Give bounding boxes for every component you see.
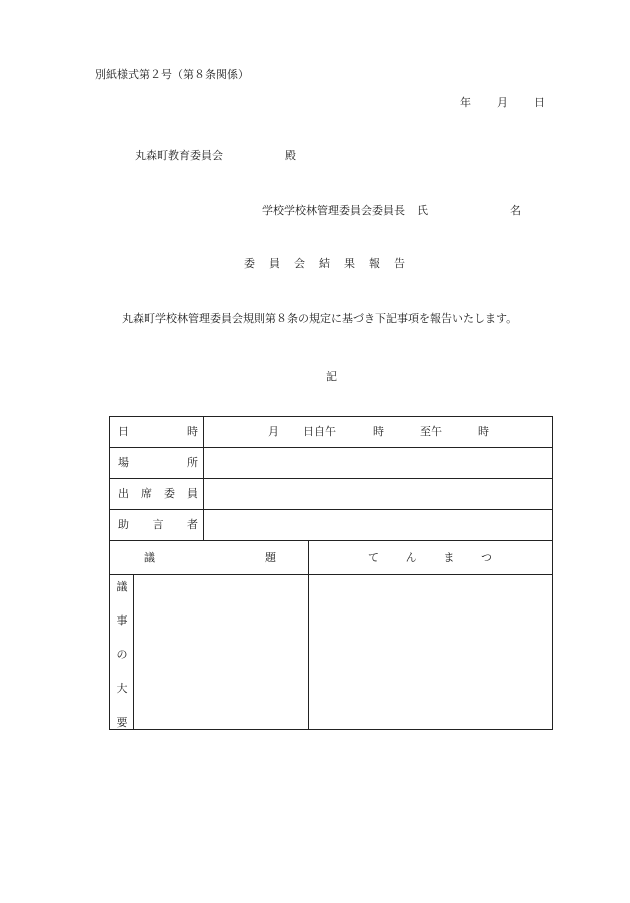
- subject-header-b: 題: [265, 551, 276, 564]
- sender: [262, 204, 521, 218]
- addressee-name: 丸森町教育委員会: [135, 149, 223, 162]
- result-header-char: つ: [480, 551, 492, 564]
- summary-char: 議: [116, 580, 128, 593]
- subject-header: [144, 551, 276, 565]
- summary-label: [112, 580, 132, 750]
- row-divider: [110, 540, 552, 541]
- summary-char: の: [116, 648, 128, 661]
- members-char: 委: [164, 487, 175, 500]
- title-char: 員: [269, 257, 280, 270]
- datetime-label-a: 日: [118, 425, 129, 438]
- result-header-char: ま: [443, 551, 455, 564]
- title-char: 告: [394, 257, 405, 270]
- datetime-label: [118, 425, 198, 439]
- title-char: 結: [319, 257, 330, 270]
- result-header-char: て: [368, 551, 379, 564]
- datetime-hour2: 時: [478, 425, 489, 438]
- date-line: [460, 96, 545, 110]
- place-label-a: 場: [118, 456, 129, 469]
- title-char: 報: [369, 257, 380, 270]
- members-char: 員: [187, 487, 198, 500]
- result-header: [368, 551, 492, 565]
- summary-char: 要: [116, 716, 128, 729]
- members-char: 席: [141, 487, 152, 500]
- datetime-hour1: 時: [373, 425, 384, 438]
- body-text: 丸森町学校林管理委員会規則第８条の規定に基づき下記事項を報告いたします。: [122, 312, 518, 325]
- sender-title: 学校学校林管理委員会委員長: [262, 204, 405, 217]
- date-day: 日: [534, 96, 545, 109]
- place-field[interactable]: [204, 448, 551, 477]
- result-field[interactable]: [309, 575, 551, 729]
- members-field[interactable]: [204, 479, 551, 508]
- advisor-char: 言: [152, 518, 164, 531]
- datetime-label-b: 時: [187, 425, 198, 438]
- place-label-b: 所: [187, 456, 198, 469]
- form-number: 別紙様式第２号（第８条関係）: [95, 68, 249, 81]
- advisor-char: 者: [187, 518, 198, 531]
- members-label: [118, 487, 198, 501]
- advisor-field[interactable]: [204, 510, 551, 539]
- title-char: 委: [244, 257, 255, 270]
- subject-field[interactable]: [134, 575, 307, 729]
- datetime-month: 月: [268, 425, 279, 438]
- date-month: 月: [497, 96, 508, 109]
- datetime-day-from: 日自午: [303, 425, 336, 438]
- date-year: 年: [460, 96, 471, 109]
- place-label: [118, 456, 198, 470]
- sender-shi: 氏: [417, 204, 428, 217]
- advisor-label: [118, 518, 198, 532]
- title-char: 果: [344, 257, 355, 270]
- advisor-char: 助: [118, 518, 129, 531]
- subject-header-a: 議: [144, 551, 155, 564]
- addressee-honorific: 殿: [285, 149, 296, 162]
- document-title: [244, 257, 405, 271]
- members-char: 出: [118, 487, 129, 500]
- datetime-field[interactable]: [204, 418, 551, 446]
- report-table: [109, 416, 553, 730]
- title-char: 会: [294, 257, 305, 270]
- summary-char: 事: [116, 614, 128, 627]
- sender-mei: 名: [510, 204, 521, 217]
- ki-heading: 記: [326, 370, 337, 383]
- result-header-char: ん: [405, 551, 417, 564]
- addressee: [135, 149, 296, 163]
- summary-char: 大: [116, 682, 128, 695]
- datetime-to-noon: 至午: [420, 425, 442, 438]
